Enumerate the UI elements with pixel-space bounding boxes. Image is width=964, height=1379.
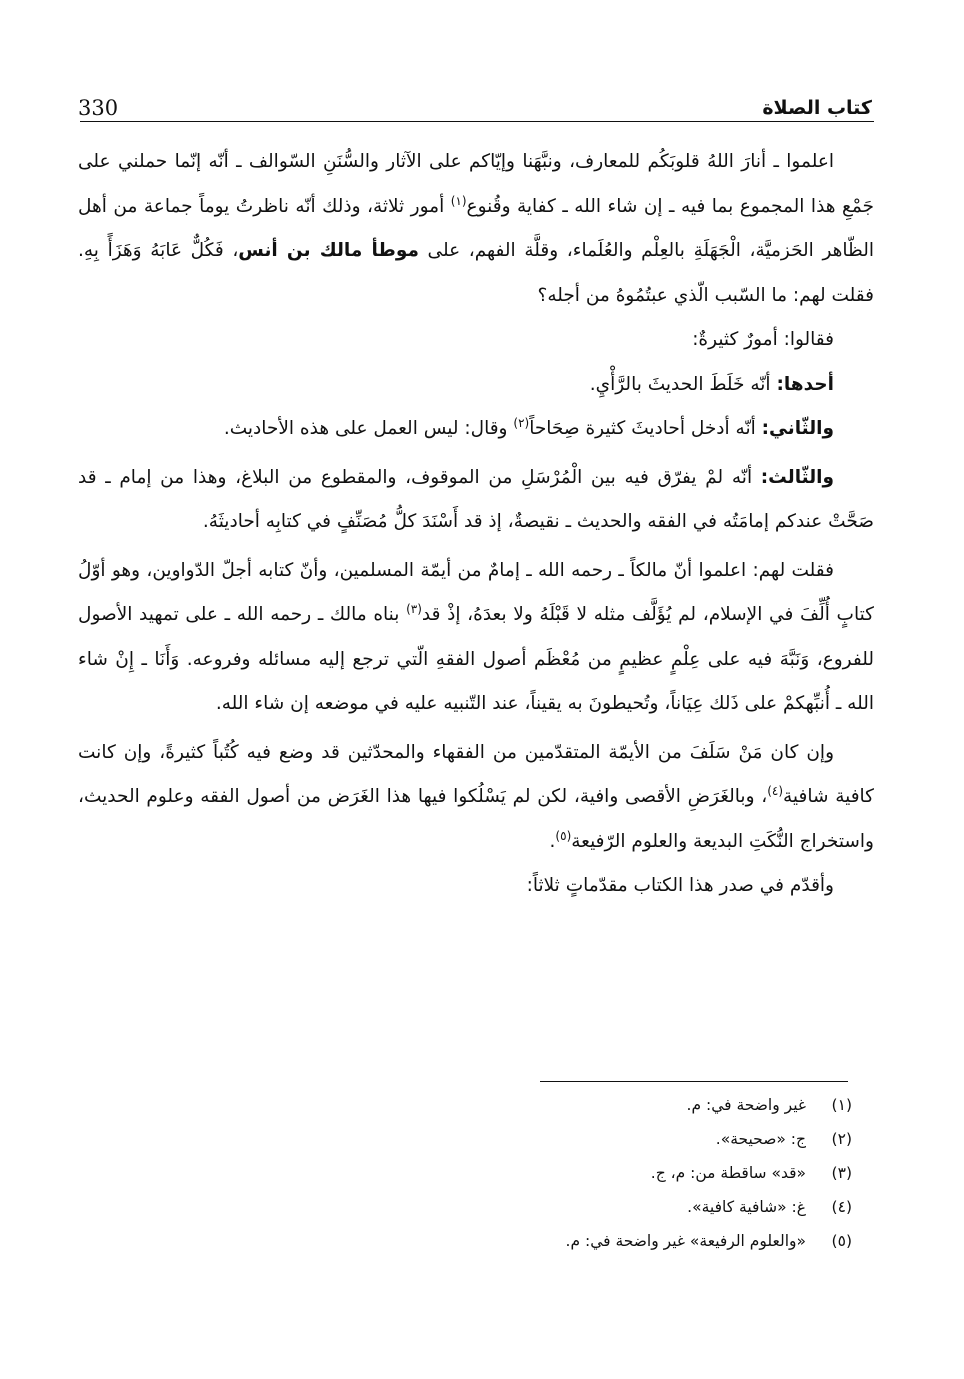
footnote-number: (٣) bbox=[831, 1164, 852, 1182]
footnote bbox=[440, 1164, 852, 1198]
paragraph-preface: وأقدّم في صدر هذا الكتاب مقدّماتٍ ثلاثاً: bbox=[526, 875, 834, 896]
footnote bbox=[440, 1198, 852, 1232]
text-run: أنّه أدخل أحاديثَ كثيرة صِحَاحاً bbox=[529, 418, 762, 439]
running-title: كتاب الصلاة bbox=[762, 97, 872, 119]
paragraph-second bbox=[78, 407, 874, 452]
footnote-ref: (٣) bbox=[406, 601, 422, 616]
text-run: فقلت لهم: اعلموا أنّ مالكاً ـ رحمه الله ـ إمامٌ من أيمّة المسلمين، وأنّ كتابه أجلّ الدّواوين، وهو أوّلُ كتابٍ أُلِّفَ في الإسلام، لم يُؤَلَّف مثله لا قَبْلَهُ ولا بعدَهُ، إذْ قد bbox=[78, 559, 874, 625]
footnote-text: «قد» ساقطة من: م، ج. bbox=[650, 1164, 806, 1182]
paragraph-predecessors bbox=[78, 731, 874, 865]
paragraph-third bbox=[78, 456, 874, 545]
lead-word: أحدها: bbox=[776, 373, 834, 395]
text-run: وقال: ليس العمل على هذه الأحاديث. bbox=[223, 418, 514, 439]
footnote bbox=[440, 1096, 852, 1130]
paragraph-they-said: فقالوا: أمورٌ كثيرةٌ: bbox=[692, 329, 834, 350]
footnote-rule bbox=[540, 1081, 848, 1082]
text-run: . bbox=[549, 830, 556, 852]
lead-word: والثّالث: bbox=[760, 466, 834, 488]
footnote-number: (٥) bbox=[831, 1232, 852, 1250]
text-run: ، فَكُلٌّ عَابَهُ وَهَزَأً بِهِ. فقلت لهم: ما السّبب الّذي عبتُمُوهُ من أجله؟ bbox=[78, 240, 874, 306]
lead-word: والثّاني: bbox=[761, 418, 834, 439]
text-run: أنّه خَلَطَ الحديثَ بالرَّأْيِ. bbox=[589, 373, 777, 395]
text-run: أمور ثلاثة، وذلك أنّه ناظرتُ يوماً جماعة من أهل الظّاهر الحَزميَّة، الْجَهَلَةِ بالعِلْم والعُلَماء، وقلَّة الفهم، على bbox=[78, 195, 874, 261]
footnote-number: (٤) bbox=[831, 1198, 852, 1216]
footnote-text: غير واضحة في: م. bbox=[686, 1096, 806, 1114]
paragraph-first bbox=[78, 363, 874, 408]
page-header bbox=[78, 88, 872, 120]
footnote-ref: (٢) bbox=[513, 415, 530, 430]
text-run: بناه مالك ـ رحمه الله ـ على تمهيد الأصول للفروع، وَنَبَّهَ فيه على عِلْمٍ عظيمٍ من مُعْظَم أصول الفقهِ الّتي ترجع إليه مسائله وفروعه. وَأَنَا ـ إِنْ شاء الله ـ أُنبِّهكمْ على ذَلك عِيَاناً، وتُحيطونَ به يقيناً، عند التّنبيه عليه في موضعه إن شاء الله. bbox=[78, 604, 874, 714]
footnotes bbox=[440, 1096, 852, 1266]
footnote-number: (١) bbox=[831, 1096, 852, 1114]
text-run: أنّه لمْ يفرّق فيه بين الْمُرْسَلِ من الموقوف، والمقطوع من البلاغ، وهذا من إمام ـ قد صَحَّتْ عندكم إمامَتُه في الفقه والحديث ـ نقيصةٌ، إذ قد أَسْنَدَ كلُّ مُصَنِّفٍ في كتابِه أحاديثَهُ. bbox=[78, 466, 874, 532]
footnote-text: غ: «شافية كافية». bbox=[687, 1198, 806, 1216]
footnote bbox=[440, 1130, 852, 1164]
page-number: 330 bbox=[78, 96, 119, 120]
footnote-ref: (١) bbox=[450, 193, 467, 208]
footnote bbox=[440, 1232, 852, 1266]
text-run: وإن كان مَنْ سَلَفَ من الأيمّة المتقدّمين من الفقهاء والمحدّثين قد وضع فيه كُتُباً كثيرةً، وإن كانت كافية شافية bbox=[78, 741, 874, 807]
main-text bbox=[78, 140, 874, 909]
bold-title: موطأ مالك بن أنس bbox=[238, 240, 419, 261]
paragraph-reply bbox=[78, 549, 874, 727]
text-run: اعلموا ـ أنارَ اللهُ قلوبَكُم للمعارف، ونبَّهَنا وإيّاكم على الآثار والسُّنَنِ السّوالف ـ أنّه إنّما حملني على جَمْعِ هذا المجموع بما فيه ـ إن شاء الله ـ كفاية وقُنوع bbox=[78, 151, 874, 217]
header-rule bbox=[80, 121, 874, 122]
footnote-ref: (٥) bbox=[555, 828, 572, 843]
footnote-ref: (٤) bbox=[767, 783, 784, 798]
text-run: ، وبالغَرَضِ الأقصى وافية، لكن لم يَسْلُكوا فيها هذا الغَرَض من أصول الفقه وعلوم الحديث، واستخراج النُّكَتِ البديعة والعلوم الرّفيعة bbox=[78, 786, 874, 852]
footnote-number: (٢) bbox=[831, 1130, 852, 1148]
paragraph-intro bbox=[78, 140, 874, 318]
footnote-text: «والعلوم الرفيعة» غير واضحة في: م. bbox=[565, 1232, 806, 1250]
footnote-text: ج: «صحيحة». bbox=[715, 1130, 806, 1148]
